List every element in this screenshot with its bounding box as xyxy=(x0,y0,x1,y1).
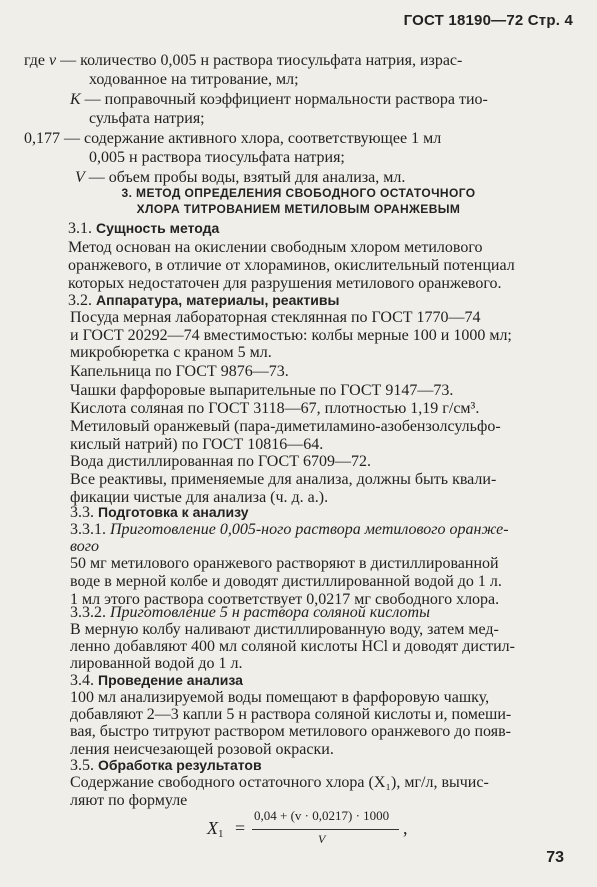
definition-v-line-1 xyxy=(24,52,462,70)
s32-line-11: фикации чистые для анализа (ч. д. а.). xyxy=(70,489,329,506)
s33-heading-text: Подготовка к анализу xyxy=(98,504,249,520)
s34-heading xyxy=(70,671,243,690)
formula-fraction-bar xyxy=(252,829,399,830)
definition-v-symbol: v xyxy=(49,52,57,69)
s32-line-2: и ГОСТ 20292—74 вместимостью: колбы мерные 100 и 1000 мл; xyxy=(70,327,512,344)
s31-heading-number: 3.1. xyxy=(68,220,92,237)
s332-line-3: лированной водой до 1 л. xyxy=(70,655,243,672)
s35-heading-text: Обработка результатов xyxy=(98,757,262,773)
s31-line-3: которых недостаточен для разрушения метилового оранжевого. xyxy=(68,275,502,292)
page-header: ГОСТ 18190—72 Стр. 4 xyxy=(403,12,573,29)
formula-lhs-subscript: 1 xyxy=(218,828,224,840)
s31-heading xyxy=(68,219,219,238)
s32-line-10: Все реактивы, применяемые для анализа, должны быть квали- xyxy=(70,471,497,488)
definition-0177-line-2: 0,005 н раствора тиосульфата натрия; xyxy=(89,149,345,166)
s34-line-4: ления неисчезающей розовой окраски. xyxy=(70,741,334,758)
s332-line-2: ленно добавляют 400 мл соляной кислоты HCl и доводят дистил- xyxy=(70,638,515,655)
s332-title-text: Приготовление 5 н раствора соляной кислоты xyxy=(110,604,430,621)
s34-heading-text: Проведение анализа xyxy=(98,672,243,688)
s32-line-4: Капельница по ГОСТ 9876—73. xyxy=(70,363,289,380)
s32-line-1: Посуда мерная лабораторная стеклянная по ГОСТ 1770—74 xyxy=(70,309,481,326)
s31-line-1: Метод основан на окислении свободным хлором метилового xyxy=(68,239,483,256)
s32-line-7: Метиловый оранжевый (пара-диметиламино-азобензолсульфо- xyxy=(70,418,501,435)
s332-line-1: В мерную колбу наливают дистиллированную воду, затем мед- xyxy=(70,621,499,638)
definition-v-text: — количество 0,005 н раствора тиосульфата натрия, израс- xyxy=(56,52,463,69)
definition-vol-symbol: V xyxy=(75,169,85,186)
definition-0177-line-1: 0,177 — содержание активного хлора, соответствующее 1 мл xyxy=(24,130,442,147)
s32-line-9: Вода дистиллированная по ГОСТ 6709—72. xyxy=(70,453,371,470)
s32-heading-number: 3.2. xyxy=(68,292,92,309)
formula-numerator: 0,04 + (v · 0,0217) · 1000 xyxy=(254,808,390,823)
s35-heading xyxy=(70,756,262,775)
definition-v-prefix: где xyxy=(24,52,50,69)
s331-line-1: 50 мг метилового оранжевого растворяют в дистиллированной xyxy=(70,555,499,572)
s331-title-line-1 xyxy=(70,521,509,539)
s31-line-2: оранжевого, в отличие от хлораминов, окислительный потенциал xyxy=(68,257,515,274)
definition-k-line-1 xyxy=(70,91,488,109)
s332-title xyxy=(70,604,430,622)
s331-title-text: Приготовление 0,005-ного раствора метилового оранже- xyxy=(110,521,509,538)
s32-line-3: микробюретка с краном 5 мл. xyxy=(70,344,272,361)
definition-k-text: — поправочный коэффициент нормальности раствора тио- xyxy=(80,91,488,108)
page-number: 73 xyxy=(546,849,564,866)
s34-line-2: добавляют 2—3 капли 5 н раствора соляной кислоты и, помеши- xyxy=(70,706,512,723)
formula-denominator: V xyxy=(318,832,326,846)
formula-comma: , xyxy=(403,818,408,838)
definition-k-line-2: сульфата натрия; xyxy=(89,110,205,127)
s34-heading-number: 3.4. xyxy=(70,672,94,689)
definition-vol-text: — объем пробы воды, взятый для анализа, мл. xyxy=(84,169,406,186)
s331-title-line-2: вого xyxy=(70,538,99,555)
s35-heading-number: 3.5. xyxy=(70,757,94,774)
s32-line-5: Чашки фарфоровые выпарительные по ГОСТ 9147—73. xyxy=(70,382,454,399)
s331-line-3: 1 мл этого раствора соответствует 0,0217 мг свободного хлора. xyxy=(70,591,500,608)
s331-number: 3.3.1. xyxy=(70,521,106,538)
s35-line-2: ляют по формуле xyxy=(70,792,188,809)
s31-heading-text: Сущность метода xyxy=(96,220,220,236)
s32-line-8: кислый натрий) по ГОСТ 10816—64. xyxy=(70,436,324,453)
s34-line-3: вая, быстро титруют раствором метилового оранжевого до появ- xyxy=(70,723,511,740)
section-title-line-2: ХЛОРА ТИТРОВАНИЕМ МЕТИЛОВЫМ ОРАНЖЕВЫМ xyxy=(136,202,461,216)
formula-lhs-symbol: X xyxy=(207,818,218,838)
definition-k-symbol: K xyxy=(70,91,81,108)
s32-heading xyxy=(68,291,339,310)
formula-x1 xyxy=(207,808,417,852)
s34-line-1: 100 мл анализируемой воды помещают в фарфоровую чашку, xyxy=(70,689,490,706)
definition-vol-line-1 xyxy=(75,169,405,187)
s331-line-2: воде в мерной колбе и доводят дистиллированной водой до 1 л. xyxy=(70,573,502,590)
section-title-line-1: 3. МЕТОД ОПРЕДЕЛЕНИЯ СВОБОДНОГО ОСТАТОЧНОГО xyxy=(121,186,476,200)
formula-lhs xyxy=(207,818,224,840)
s332-number: 3.3.2. xyxy=(70,604,106,621)
s35-line-1: Содержание свободного остаточного хлора (X₁), мг/л, вычис- xyxy=(70,774,489,791)
s32-line-6: Кислота соляная по ГОСТ 3118—67, плотностью 1,19 г/см³. xyxy=(70,400,480,417)
s33-heading-number: 3.3. xyxy=(70,504,94,521)
s32-heading-text: Аппаратура, материалы, реактивы xyxy=(96,292,340,308)
definition-v-line-2: ходованное на титрование, мл; xyxy=(89,71,299,88)
formula-equals-sign: = xyxy=(235,818,246,838)
s33-heading xyxy=(70,503,249,522)
